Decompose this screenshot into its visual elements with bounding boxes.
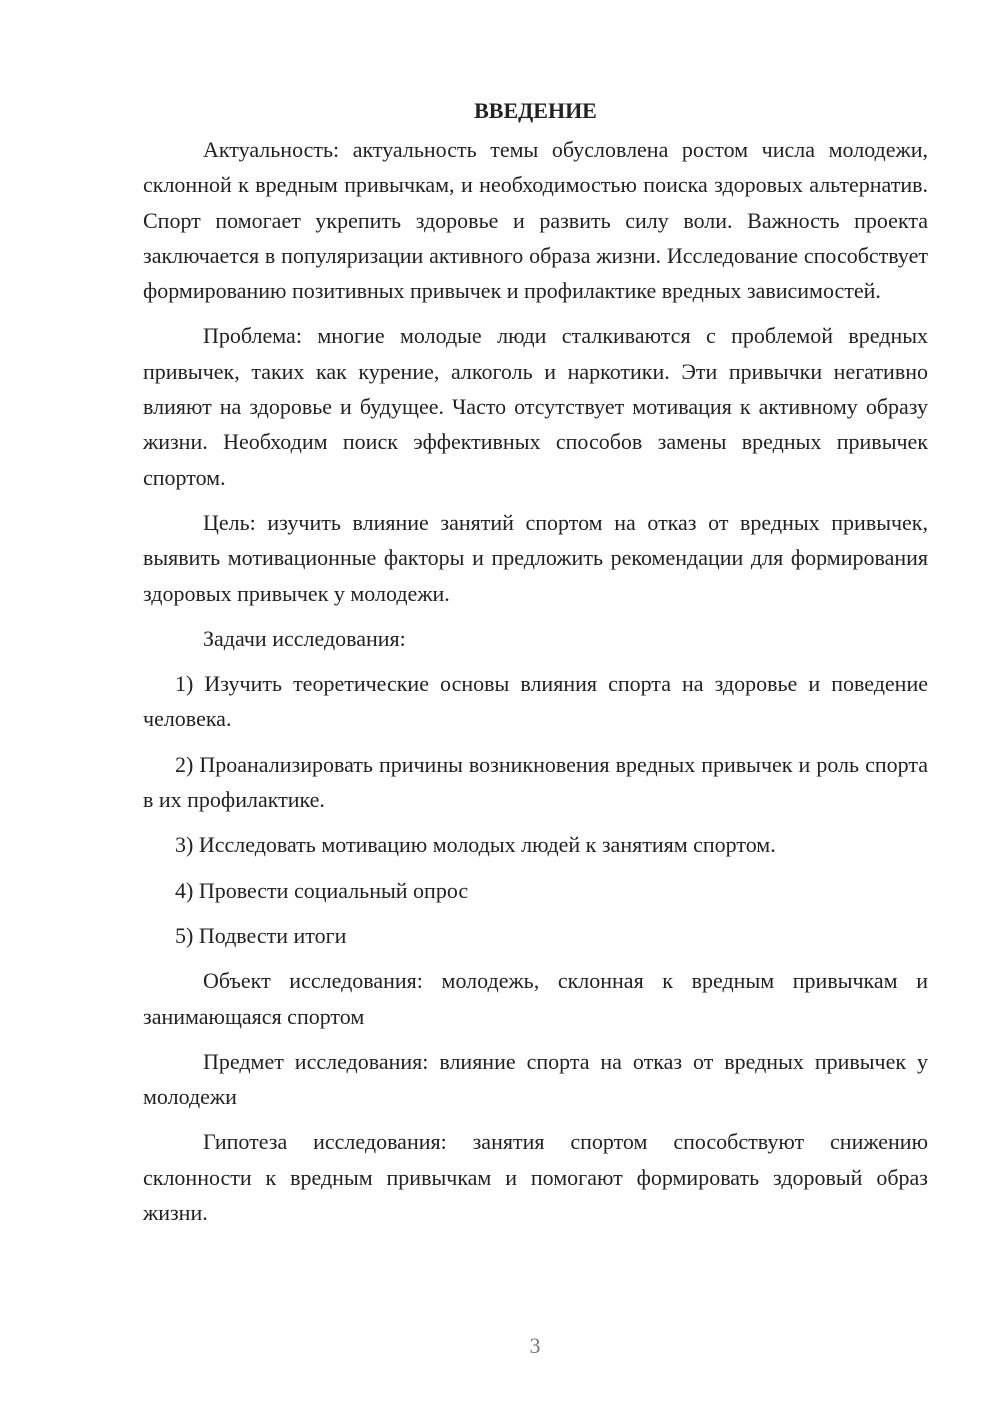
- list-item-task-1: 1) Изучить теоретические основы влияния спорта на здоровье и поведение человека.: [143, 671, 928, 732]
- paragraph-relevance: Актуальность: актуальность темы обусловлена ростом числа молодежи, склонной к вредным привычкам, и необходимостью поиска здоровых альтернатив. Спорт помогает укрепить здоровье и развить силу воли. Важность проекта заключается в популяризации активного образа жизни. Исследование способствует формированию позитивных привычек и профилактике вредных зависимостей.: [143, 137, 928, 304]
- list-item-task-4: 4) Провести социальный опрос: [175, 877, 469, 903]
- paragraph-goal: Цель: изучить влияние занятий спортом на отказ от вредных привычек, выявить мотивационные факторы и предложить рекомендации для формирования здоровых привычек у молодежи.: [143, 509, 928, 606]
- paragraph-tasks-heading: Задачи исследования:: [203, 625, 406, 651]
- document-page: [143, 94, 928, 1230]
- list-item-task-5: 5) Подвести итоги: [175, 922, 347, 948]
- list-item-task-2: 2) Проанализировать причины возникновения вредных привычек и роль спорта в их профилактике.: [143, 751, 928, 813]
- paragraph-hypothesis: Гипотеза исследования: занятия спортом способствуют снижению склонности к вредным привычкам и помогают формировать здоровый образ жизни.: [143, 1129, 928, 1226]
- list-item-task-3: 3) Исследовать мотивацию молодых людей к занятиям спортом.: [175, 832, 776, 858]
- paragraph-object: Объект исследования: молодежь, склонная к вредным привычкам и занимающаяся спортом: [143, 968, 928, 1029]
- page-number: 3: [529, 1333, 541, 1358]
- page-title: ВВЕДЕНИЕ: [474, 98, 597, 123]
- paragraph-subject: Предмет исследования: влияние спорта на отказ от вредных привычек у молодежи: [143, 1048, 928, 1110]
- paragraph-problem: Проблема: многие молодые люди сталкиваются с проблемой вредных привычек, таких как курение, алкоголь и наркотики. Эти привычки негативно влияют на здоровье и будущее. Часто отсутствует мотивация к активному образу жизни. Необходим поиск эффективных способов замены вредных привычек спортом.: [143, 323, 928, 490]
